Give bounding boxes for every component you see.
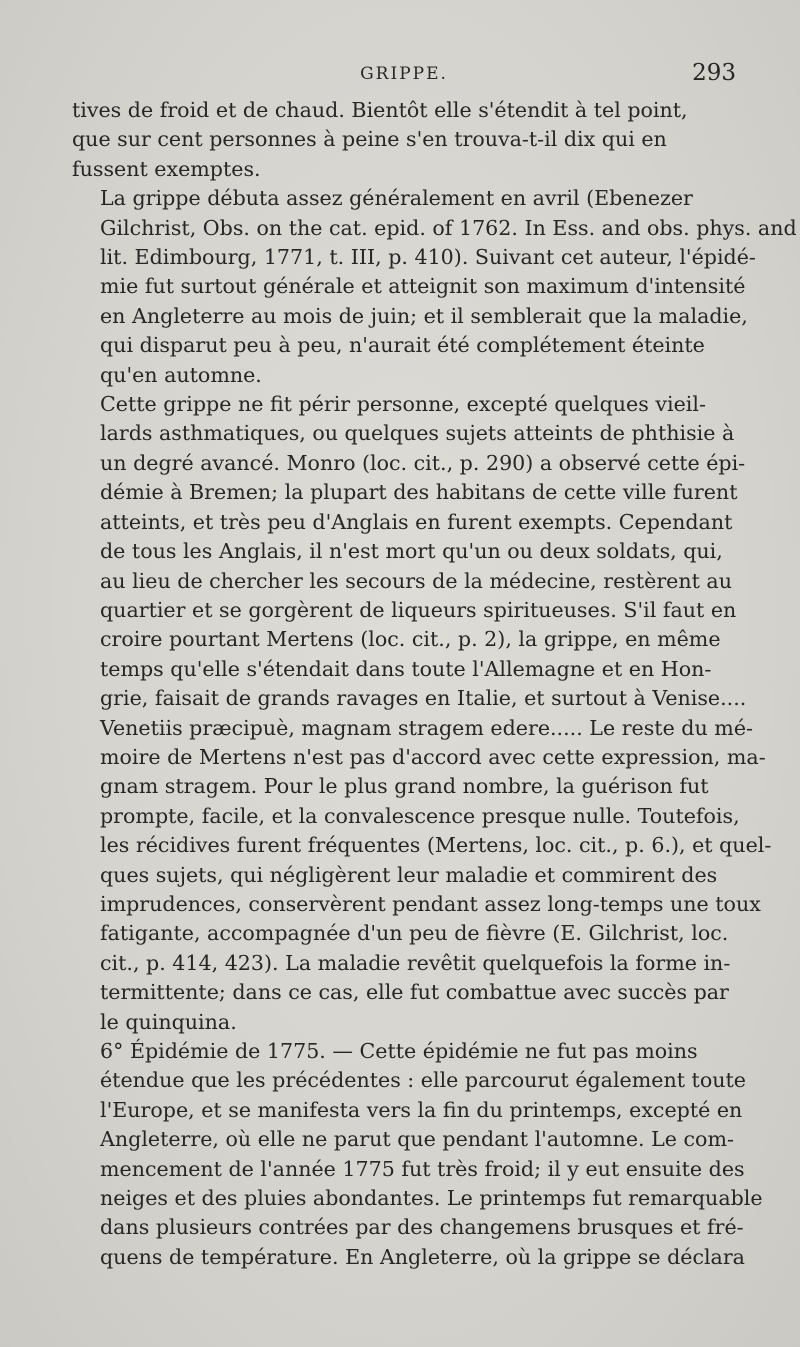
text-line: imprudences, conservèrent pendant assez long-temps une toux — [100, 891, 761, 916]
text-line: fatigante, accompagnée d'un peu de fièvre (E. Gilchrist, loc. — [100, 921, 729, 946]
text-line: mencement de l'année 1775 fut très froid; il y eut ensuite des — [100, 1156, 745, 1181]
text-line: gnam stragem. Pour le plus grand nombre, la guérison fut — [100, 774, 709, 799]
paragraph — [72, 1037, 763, 1272]
text-line: quartier et se gorgèrent de liqueurs spiritueuses. S'il faut en — [100, 597, 737, 622]
paragraph — [72, 390, 772, 1037]
text-line: dans plusieurs contrées par des changemens brusques et fré- — [100, 1215, 744, 1240]
body-text — [72, 96, 797, 1272]
text-line: neiges et des pluies abondantes. Le printemps fut remarquable — [100, 1186, 763, 1211]
text-line: cit., p. 414, 423). La maladie revêtit quelquefois la forme in- — [100, 950, 731, 975]
text-line: termittente; dans ce cas, elle fut combattue avec succès par — [100, 980, 729, 1005]
text-line: un degré avancé. Monro (loc. cit., p. 290) a observé cette épi- — [100, 450, 746, 475]
running-head — [72, 60, 736, 96]
paragraph — [72, 184, 797, 390]
text-line: ques sujets, qui négligèrent leur maladie et commirent des — [100, 862, 718, 887]
text-line: temps qu'elle s'étendait dans toute l'Allemagne et en Hon- — [100, 656, 712, 681]
text-line: 6° Épidémie de 1775. — Cette épidémie ne fut pas moins — [100, 1039, 698, 1063]
text-line: de tous les Anglais, il n'est mort qu'un ou deux soldats, qui, — [100, 539, 723, 564]
text-line: Angleterre, où elle ne parut que pendant l'automne. Le com- — [100, 1127, 734, 1152]
text-line: fussent exemptes. — [72, 156, 261, 181]
text-line: atteints, et très peu d'Anglais en furent exempts. Cependant — [100, 509, 733, 534]
text-line: Cette grippe ne fit périr personne, excepté quelques vieil- — [100, 392, 706, 417]
text-line: lit. Edimbourg, 1771, t. III, p. 410). Suivant cet auteur, l'épidé- — [100, 245, 756, 270]
text-line: au lieu de chercher les secours de la médecine, restèrent au — [100, 568, 732, 593]
text-line: Venetiis præcipuè, magnam stragem edere..... Le reste du mé- — [100, 715, 753, 740]
text-line: qu'en automne. — [100, 362, 262, 387]
text-line: Gilchrist, Obs. on the cat. epid. of 1762. In Ess. and obs. phys. and — [100, 215, 797, 240]
text-line: étendue que les précédentes : elle parcourut également toute — [100, 1068, 746, 1093]
text-line: croire pourtant Mertens (loc. cit., p. 2), la grippe, en même — [100, 627, 721, 652]
text-line: moire de Mertens n'est pas d'accord avec cette expression, ma- — [100, 744, 766, 769]
text-line: qui disparut peu à peu, n'aurait été complétement éteinte — [100, 333, 705, 358]
text-line: démie à Bremen; la plupart des habitans de cette ville furent — [100, 480, 738, 505]
running-title: GRIPPE. — [360, 64, 448, 84]
text-line: l'Europe, et se manifesta vers la fin du printemps, excepté en — [100, 1097, 743, 1122]
text-line: La grippe débuta assez généralement en avril (Ebenezer — [100, 186, 693, 211]
text-line: grie, faisait de grands ravages en Italie, et surtout à Venise.... — [100, 686, 747, 711]
text-line: prompte, facile, et la convalescence presque nulle. Toutefois, — [100, 803, 740, 828]
paragraph — [72, 96, 736, 184]
page-number: 293 — [692, 60, 736, 86]
text-line: que sur cent personnes à peine s'en trouva-t-il dix qui en — [72, 127, 667, 152]
text-line: quens de température. En Angleterre, où la grippe se déclara — [100, 1244, 745, 1269]
text-line: tives de froid et de chaud. Bientôt elle s'étendit à tel point, — [72, 98, 688, 122]
text-line: lards asthmatiques, ou quelques sujets atteints de phthisie à — [100, 421, 735, 446]
text-line: le quinquina. — [100, 1009, 237, 1034]
text-line: en Angleterre au mois de juin; et il semblerait que la maladie, — [100, 303, 748, 328]
text-line: mie fut surtout générale et atteignit son maximum d'intensité — [100, 274, 746, 299]
text-line: les récidives furent fréquentes (Mertens, loc. cit., p. 6.), et quel- — [100, 833, 772, 858]
